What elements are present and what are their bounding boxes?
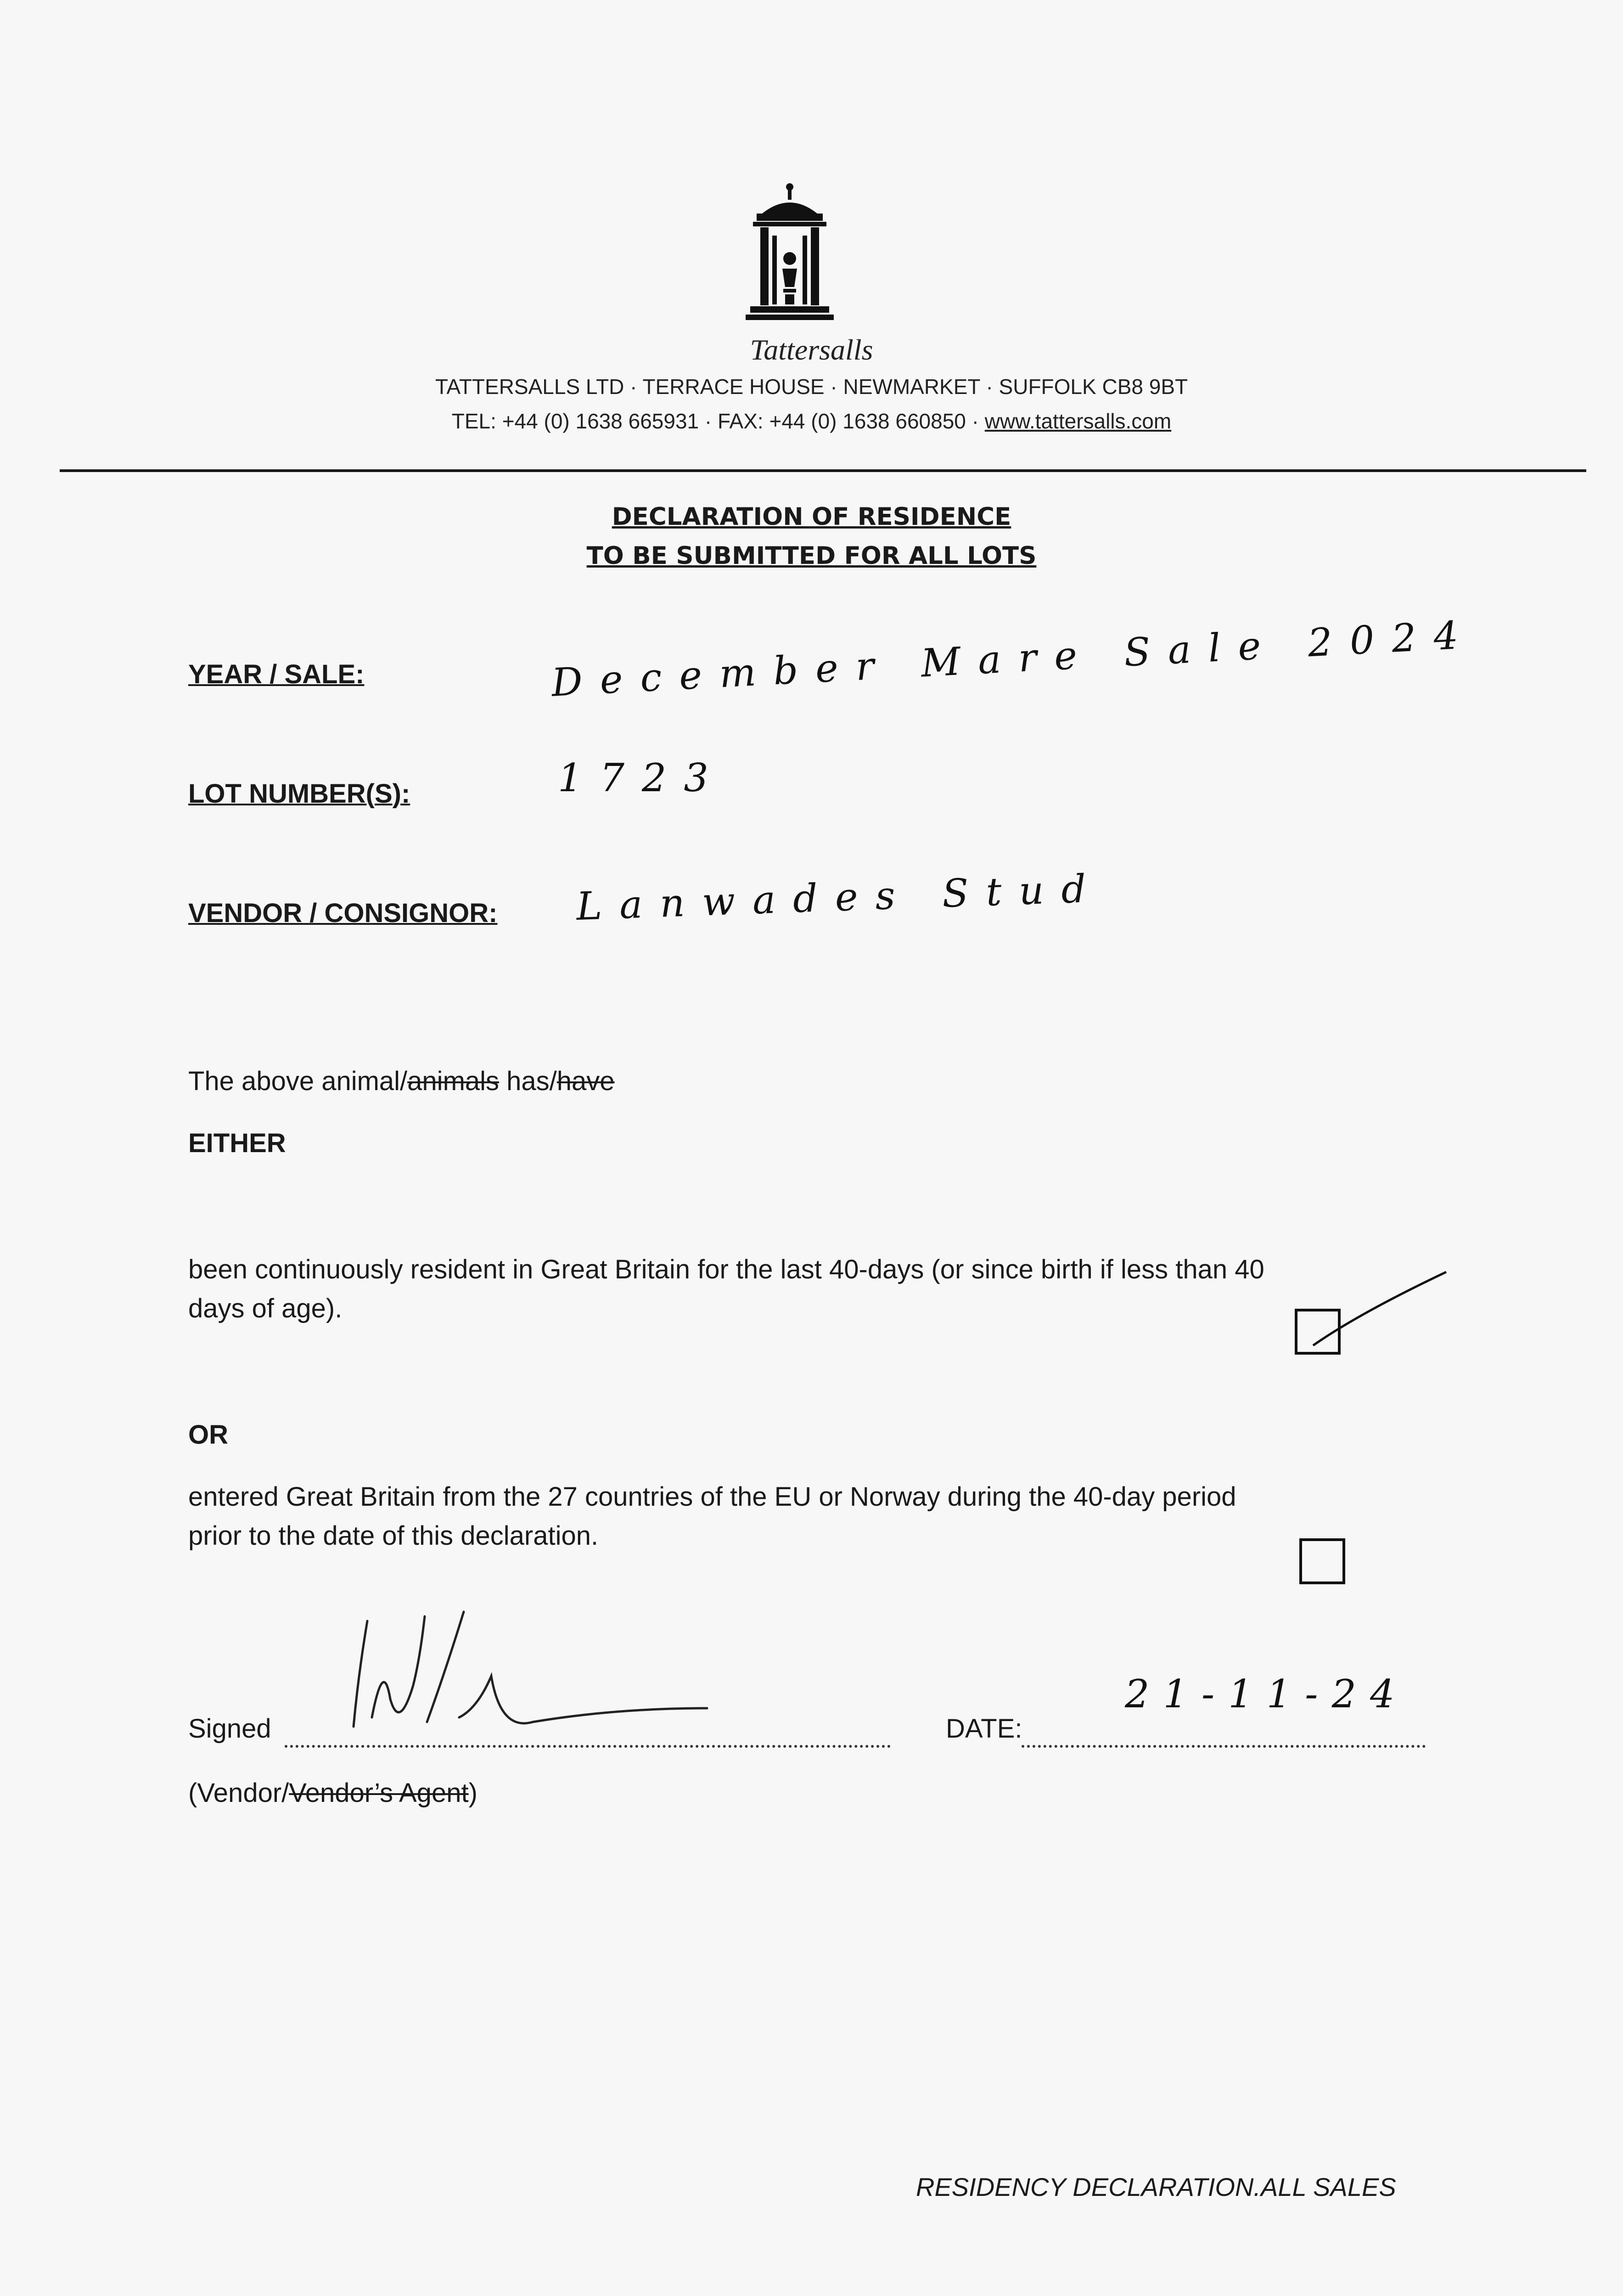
intro-middle: has/ <box>499 1066 557 1096</box>
form-title: DECLARATION OF RESIDENCE <box>612 503 1011 531</box>
role-struck: Vendor’s Agent <box>289 1778 469 1808</box>
footer-reference: RESIDENCY DECLARATION.ALL SALES <box>916 2172 1396 2201</box>
header-divider <box>60 469 1586 472</box>
contact-phone-fax: TEL: +44 (0) 1638 665931 · FAX: +44 (0) 1638 660850 · <box>451 409 985 433</box>
option2-line1: entered Great Britain from the 27 countries of the EU or Norway during the 40-day period <box>188 1482 1236 1512</box>
signature-line[interactable] <box>285 1745 891 1748</box>
lot-number-label: LOT NUMBER(S): <box>188 779 410 809</box>
year-sale-label: YEAR / SALE: <box>188 659 365 689</box>
role-suffix: ) <box>468 1778 477 1808</box>
struck-have: have <box>556 1066 615 1096</box>
website-link[interactable]: www.tattersalls.com <box>984 409 1172 433</box>
or-heading: OR <box>188 1420 228 1450</box>
year-sale-value[interactable]: December Mare Sale 2024 <box>550 612 1477 705</box>
brand-name: Tattersalls <box>750 333 873 366</box>
statement-intro <box>188 1061 615 1102</box>
either-heading: EITHER <box>188 1128 286 1158</box>
signed-label: Signed <box>188 1714 271 1744</box>
option1-line2: days of age). <box>188 1294 343 1323</box>
date-value[interactable]: 21-11-24 <box>1125 1671 1409 1716</box>
option2-checkbox[interactable] <box>1299 1538 1345 1584</box>
option1-checkmark-icon <box>1304 1267 1451 1359</box>
option1-line1: been continuously resident in Great Britain for the last 40-days (or since birth if less than 40 <box>188 1255 1264 1284</box>
date-line[interactable] <box>1022 1745 1426 1748</box>
option2-line2: prior to the date of this declaration. <box>188 1521 599 1551</box>
struck-animals: animals <box>407 1066 500 1096</box>
signer-role <box>188 1773 477 1814</box>
signature-scribble-icon <box>340 1603 721 1740</box>
company-contact <box>0 409 1623 433</box>
date-label: DATE: <box>946 1714 1022 1744</box>
vendor-consignor-label: VENDOR / CONSIGNOR: <box>188 898 498 928</box>
role-prefix: (Vendor/ <box>188 1778 289 1808</box>
vendor-consignor-value[interactable]: Lanwades Stud <box>575 865 1104 929</box>
tattersalls-logo-icon <box>744 181 836 333</box>
company-address: TATTERSALLS LTD · TERRACE HOUSE · NEWMARKET · SUFFOLK CB8 9BT <box>435 375 1188 399</box>
form-subtitle: TO BE SUBMITTED FOR ALL LOTS <box>586 542 1037 570</box>
intro-prefix: The above animal/ <box>188 1066 408 1096</box>
lot-number-value[interactable]: 1723 <box>558 755 726 800</box>
